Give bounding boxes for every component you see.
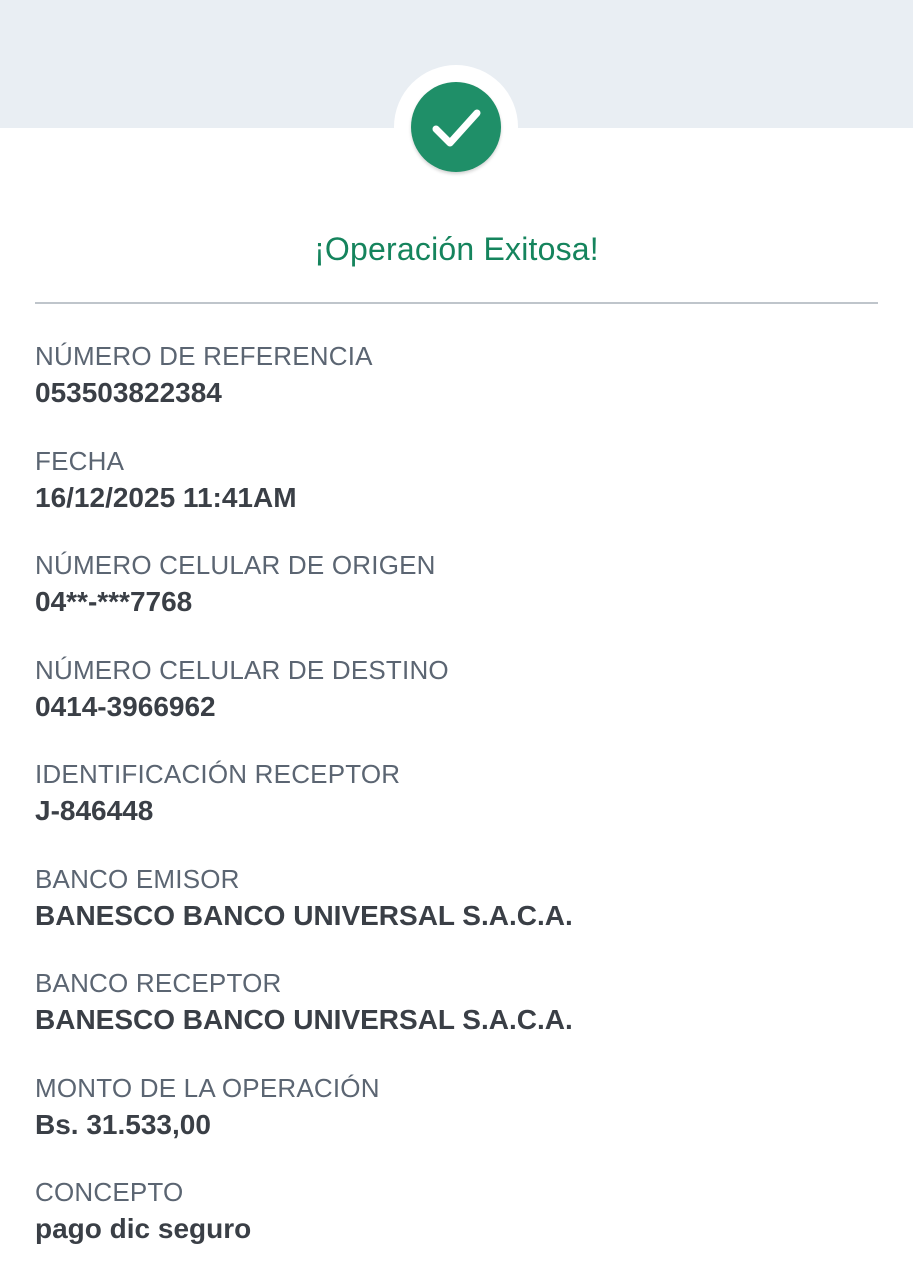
- transaction-details: [35, 338, 878, 1279]
- check-circle-icon: [411, 82, 501, 172]
- field-destination-phone: [35, 652, 878, 757]
- field-date: [35, 443, 878, 548]
- success-badge: [394, 65, 518, 189]
- field-value: pago dic seguro: [35, 1213, 252, 1244]
- field-value: 16/12/2025 11:41AM: [35, 481, 297, 513]
- field-label: NÚMERO DE REFERENCIA: [35, 341, 373, 371]
- field-value: 04**-***7768: [35, 586, 193, 617]
- field-origin-phone: [35, 547, 878, 652]
- checkmark-icon: [411, 82, 501, 172]
- field-value: BANESCO BANCO UNIVERSAL S.A.C.A.: [35, 899, 573, 931]
- field-receiver-id: [35, 756, 878, 861]
- field-label: BANCO RECEPTOR: [35, 968, 282, 998]
- field-label: MONTO DE LA OPERACIÓN: [35, 1072, 380, 1103]
- field-value: BANESCO BANCO UNIVERSAL S.A.C.A.: [35, 1004, 573, 1035]
- field-label: FECHA: [35, 445, 125, 476]
- field-value: 053503822384: [35, 377, 222, 408]
- field-value: Bs. 31.533,00: [35, 1108, 211, 1140]
- divider: [35, 302, 878, 304]
- field-reference-number: [35, 338, 878, 443]
- field-concept: [35, 1174, 878, 1279]
- field-label: BANCO EMISOR: [35, 863, 240, 894]
- field-label: IDENTIFICACIÓN RECEPTOR: [35, 759, 401, 789]
- field-amount: [35, 1070, 878, 1175]
- field-label: NÚMERO CELULAR DE ORIGEN: [35, 550, 436, 580]
- field-value: 0414-3966962: [35, 690, 216, 722]
- field-receiving-bank: [35, 965, 878, 1070]
- field-label: CONCEPTO: [35, 1177, 184, 1207]
- status-title: ¡Operación Exitosa!: [314, 231, 599, 267]
- field-issuing-bank: [35, 861, 878, 966]
- field-value: J-846448: [35, 795, 154, 826]
- field-label: NÚMERO CELULAR DE DESTINO: [35, 654, 449, 685]
